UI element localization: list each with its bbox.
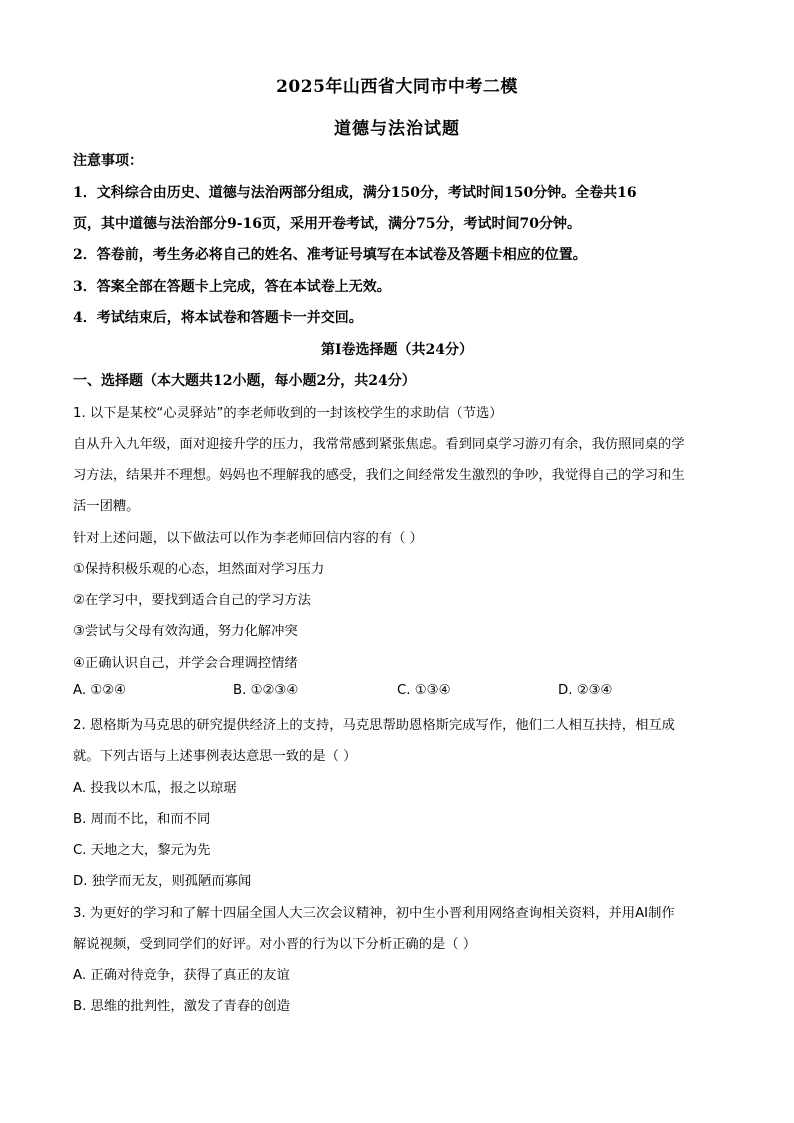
notes-line-3: 2．答卷前，考生务必将自己的姓名、准考证号填写在本试卷及答题卡相应的位置。	[73, 247, 587, 263]
q1-letter-line-3: 活一团糟。	[73, 499, 140, 514]
section-title: 一、选择题（本大题共12小题，每小题2分，共24分）	[73, 373, 416, 389]
q3-stem-line-2: 解说视频，受到同学们的好评。对小晋的行为以下分析正确的是（ ）	[73, 937, 477, 952]
q2-option-b: B. 周而不比，和而不同	[73, 812, 211, 827]
q3-stem-line-1: 3. 为更好的学习和了解十四届全国人大三次会议精神，初中生小晋利用网络查询相关资料，并用AI制作	[73, 906, 675, 921]
notes-line-4: 3．答案全部在答题卡上完成，答在本试卷上无效。	[73, 279, 391, 295]
notes-line-1: 1．文科综合由历史、道德与法治两部分组成，满分150分，考试时间150分钟。全卷共16	[73, 185, 637, 201]
q3-option-a: A. 正确对待竞争，获得了真正的友谊	[73, 968, 290, 983]
q1-option-b: B. ①②③④	[233, 683, 299, 698]
q1-item-1: ①保持积极乐观的心态，坦然面对学习压力	[73, 562, 325, 577]
q1-letter-line-1: 自从升入九年级，面对迎接升学的压力，我常常感到紧张焦虑。看到同桌学习游刃有余，我仿照同桌的学	[73, 437, 685, 452]
notes-line-5: 4．考试结束后，将本试卷和答题卡一并交回。	[73, 310, 363, 326]
q2-stem-line-1: 2. 恩格斯为马克思的研究提供经济上的支持，马克思帮助恩格斯完成写作，他们二人相互扶持，相互成	[73, 718, 675, 733]
q1-option-a: A. ①②④	[73, 683, 127, 698]
notes-heading: 注意事项：	[73, 153, 143, 169]
q2-option-d: D. 独学而无友，则孤陋而寡闻	[73, 874, 252, 889]
q3-option-b: B. 思维的批判性，激发了青春的创造	[73, 999, 291, 1014]
q1-stem: 1. 以下是某校“心灵驿站”的李老师收到的一封该校学生的求助信（节选）	[73, 406, 503, 421]
part-title: 第Ⅰ卷选择题（共24分）	[320, 342, 474, 358]
q1-item-2: ②在学习中，要找到适合自己的学习方法	[73, 593, 311, 608]
q1-option-d: D. ②③④	[558, 683, 613, 698]
q2-option-a: A. 投我以木瓜，报之以琼琚	[73, 781, 237, 796]
q1-item-4: ④正确认识自己，并学会合理调控情绪	[73, 656, 298, 671]
exam-title: 2025年山西省大同市中考二模	[276, 77, 518, 97]
q2-option-c: C. 天地之大，黎元为先	[73, 843, 211, 858]
notes-line-2: 页，其中道德与法治部分9-16页，采用开卷考试，满分75分，考试时间70分钟。	[73, 216, 581, 232]
exam-subtitle: 道德与法治试题	[334, 119, 460, 139]
q2-stem-line-2: 就。下列古语与上述事例表达意思一致的是（ ）	[73, 749, 357, 764]
q1-letter-line-2: 习方法，结果并不理想。妈妈也不理解我的感受，我们之间经常发生激烈的争吵，我觉得自己的学习和生	[73, 468, 685, 483]
q1-question: 针对上述问题，以下做法可以作为李老师回信内容的有（ ）	[73, 531, 423, 546]
q1-option-c: C. ①③④	[397, 683, 451, 698]
q1-item-3: ③尝试与父母有效沟通，努力化解冲突	[73, 624, 298, 639]
